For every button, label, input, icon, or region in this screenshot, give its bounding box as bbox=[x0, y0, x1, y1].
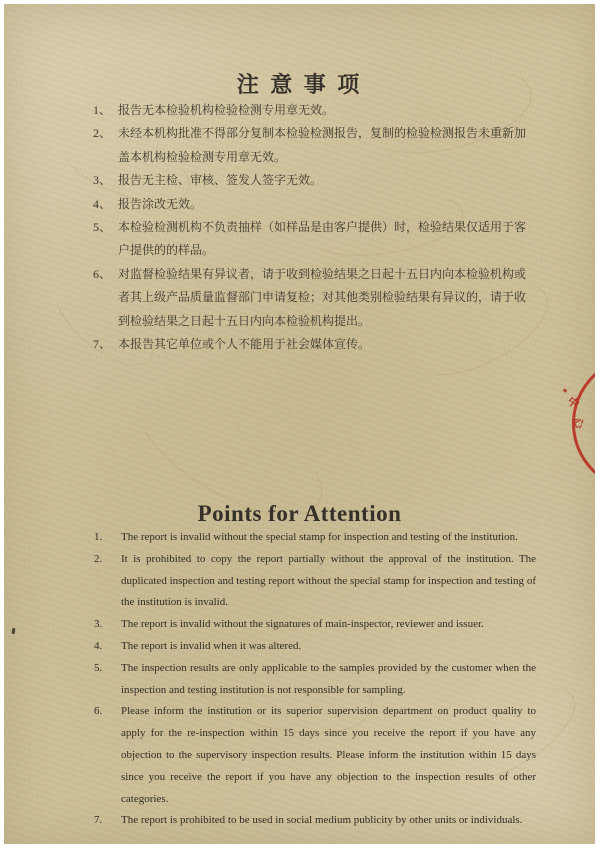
item-number: 7、 bbox=[93, 337, 112, 352]
item-number: 2. bbox=[94, 552, 103, 565]
chinese-section-title: 注 意 事 项 bbox=[236, 72, 363, 97]
item-number: 6、 bbox=[93, 266, 112, 281]
chinese-notice-list bbox=[93, 99, 526, 356]
item-number: 3. bbox=[94, 618, 103, 631]
item-text: 对监督检验结果有异议者，请于收到检验结果之日起十五日内向本检验机构或者其上级产品质量监督部门申请复检；对其他类别检验结果有异议的，请于收到检验结果之日起十五日内向本检验机构提出。 bbox=[118, 266, 527, 328]
item-number: 5. bbox=[94, 661, 103, 674]
list-item bbox=[92, 636, 536, 658]
item-text: 报告无本检验机构检验检测专用章无效。 bbox=[118, 103, 335, 117]
item-number: 3、 bbox=[93, 173, 112, 188]
list-item bbox=[93, 99, 526, 122]
item-number: 6. bbox=[94, 705, 103, 718]
list-item bbox=[93, 122, 526, 169]
item-text: The report is invalid without the special stamp for inspection and testing of the institution. bbox=[121, 531, 518, 543]
item-number: 5、 bbox=[93, 220, 112, 235]
item-text: The inspection results are only applicable to the samples provided by the customer when the inspection and testing institution is not responsible for sampling. bbox=[121, 661, 536, 696]
list-item bbox=[92, 810, 536, 832]
item-number: 4、 bbox=[93, 196, 112, 211]
item-text: The report is invalid without the signatures of main-inspector, reviewer and issuer. bbox=[121, 618, 484, 631]
list-item bbox=[93, 216, 526, 263]
parchment-paper bbox=[4, 4, 595, 844]
list-item bbox=[92, 527, 536, 549]
list-item bbox=[93, 169, 526, 192]
item-text: Please inform the institution or its superior supervision department on product quality to apply for the re-inspection within 15 days since you receive the report if you have any objection to the supervisory inspection results. Please inform the institution within 15 days since you receive the report if you have any objection to the inspection results of other categories. bbox=[121, 705, 536, 805]
item-number: 1. bbox=[94, 531, 103, 543]
item-text: 本报告其它单位或个人不能用于社会媒体宣传。 bbox=[118, 337, 371, 352]
item-text: 本检验检测机构不负责抽样（如样品是由客户提供）时，检验结果仅适用于客户提供的的样品。 bbox=[118, 220, 527, 258]
list-item bbox=[92, 549, 536, 614]
list-item bbox=[92, 701, 536, 810]
list-item bbox=[93, 193, 526, 216]
red-seal-character: 心 bbox=[570, 415, 586, 431]
staple-mark bbox=[12, 628, 16, 634]
list-item bbox=[92, 614, 536, 636]
list-item bbox=[93, 263, 526, 333]
item-number: 1、 bbox=[93, 103, 112, 117]
list-item bbox=[93, 333, 526, 356]
item-text: The report is prohibited to be used in social medium publicity by other units or individuals. bbox=[121, 814, 523, 827]
english-notice-list bbox=[92, 527, 536, 832]
item-text: The report is invalid when it was altered. bbox=[121, 639, 302, 652]
red-seal-text-fragment bbox=[563, 388, 568, 393]
item-number: 4. bbox=[94, 639, 103, 652]
red-seal-character: 中 bbox=[564, 394, 581, 412]
item-text: 报告涂改无效。 bbox=[118, 196, 203, 211]
item-text: It is prohibited to copy the report partially without the approval of the institution. The duplicated inspection and testing report without the special stamp for inspection and testing of the institution is invalid. bbox=[121, 552, 536, 609]
item-text: 报告无主检、审核、签发人签字无效。 bbox=[118, 173, 323, 188]
list-item bbox=[92, 658, 536, 702]
item-number: 7. bbox=[94, 814, 103, 827]
item-number: 2、 bbox=[93, 126, 112, 141]
english-section-title: Points for Attention bbox=[197, 501, 402, 526]
item-text: 未经本机构批准不得部分复制本检验检测报告，复制的检验检测报告未重新加盖本机构检验检测专用章无效。 bbox=[118, 126, 527, 164]
